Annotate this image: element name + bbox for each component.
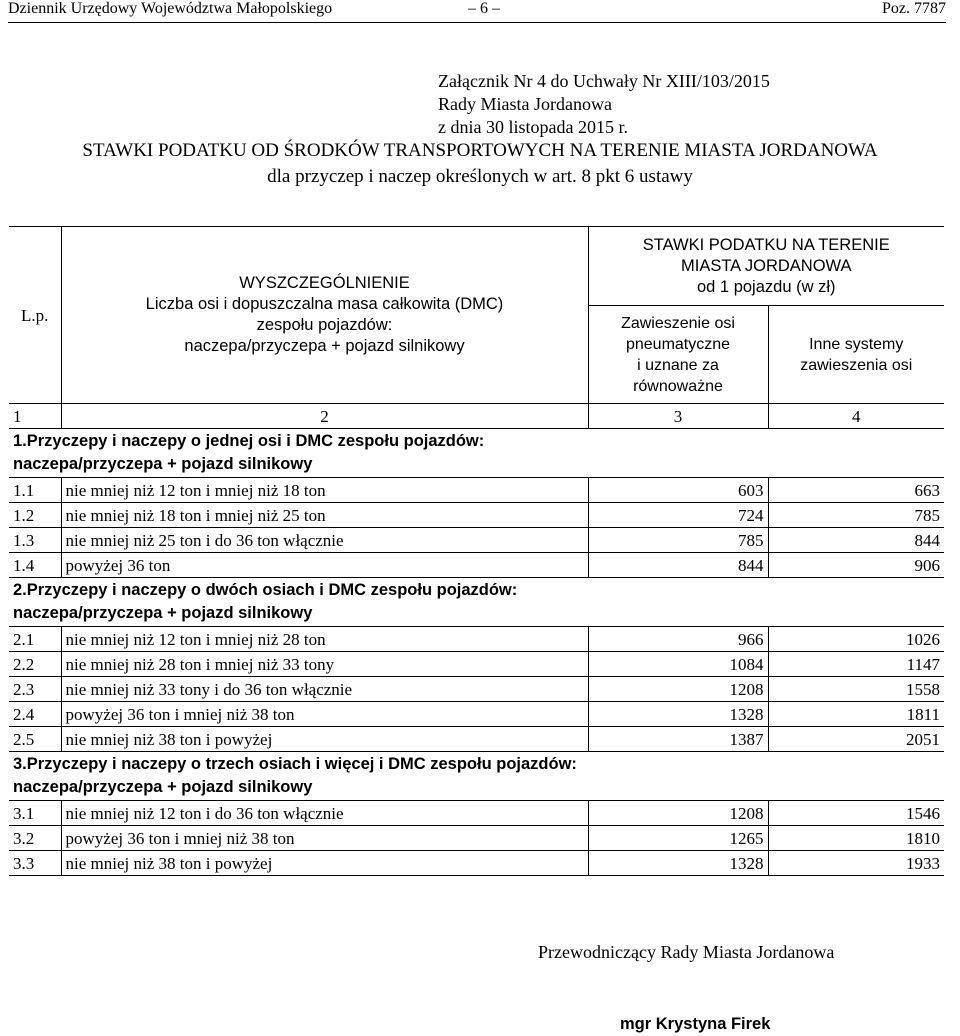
row-description: nie mniej niż 12 ton i mniej niż 28 ton — [61, 627, 588, 652]
signature-role: Przewodniczący Rady Miasta Jordanowa — [538, 942, 835, 962]
rate-pneumatic: 1208 — [588, 801, 768, 826]
column-number-4: 4 — [768, 404, 944, 429]
page-number: – 6 – — [468, 0, 500, 17]
header-pneumatic-line: Zawieszenie osi — [621, 314, 735, 332]
table-row — [9, 528, 944, 553]
annex-line-1: Załącznik Nr 4 do Uchwały Nr XIII/103/2015 — [438, 71, 770, 91]
header-description-line: naczepa/przyczepa + pojazd silnikowy — [184, 337, 465, 355]
row-number: 2.1 — [9, 627, 61, 652]
header-description — [61, 227, 588, 404]
header-description-line: WYSZCZEGÓLNIENIE — [239, 274, 410, 292]
column-number-2: 2 — [61, 404, 588, 429]
section-title-line: 1.Przyczepy i naczepy o jednej osi i DMC zespołu pojazdów: — [13, 432, 485, 450]
rate-other: 906 — [768, 553, 944, 578]
row-description: powyżej 36 ton i mniej niż 38 ton — [61, 826, 588, 851]
row-number: 1.4 — [9, 553, 61, 578]
section-title — [9, 752, 944, 801]
row-description: nie mniej niż 38 ton i powyżej — [61, 727, 588, 752]
header-pneumatic-suspension — [588, 306, 768, 404]
rate-other: 2051 — [768, 727, 944, 752]
column-number-3: 3 — [588, 404, 768, 429]
annex-line-3: z dnia 30 listopada 2015 r. — [438, 117, 628, 137]
header-pneumatic-line: pneumatyczne — [625, 335, 731, 353]
row-number: 1.3 — [9, 528, 61, 553]
header-rates — [588, 227, 944, 306]
rate-pneumatic: 603 — [588, 478, 768, 503]
position-number: Poz. 7787 — [882, 0, 946, 17]
header-description-line: zespołu pojazdów: — [256, 316, 393, 334]
table-row — [9, 677, 944, 702]
header-rates-line: od 1 pojazdu (w zł) — [697, 277, 836, 296]
header-rates-line: MIASTA JORDANOWA — [680, 256, 852, 275]
table-row — [9, 801, 944, 826]
row-description: nie mniej niż 18 ton i mniej niż 25 ton — [61, 503, 588, 528]
table-row — [9, 627, 944, 652]
section-title — [9, 429, 944, 478]
row-number: 3.1 — [9, 801, 61, 826]
section-title — [9, 578, 944, 627]
row-number: 3.3 — [9, 851, 61, 876]
section-title-line: naczepa/przyczepa + pojazd silnikowy — [13, 604, 313, 622]
header-other-line: Inne systemy — [809, 335, 904, 353]
rate-pneumatic: 1328 — [588, 851, 768, 876]
header-pneumatic-line: i uznane za — [637, 356, 719, 374]
rate-pneumatic: 1387 — [588, 727, 768, 752]
signature-name: mgr Krystyna Firek — [620, 1015, 771, 1033]
rate-other: 785 — [768, 503, 944, 528]
table-row — [9, 727, 944, 752]
row-number: 1.2 — [9, 503, 61, 528]
rate-pneumatic: 844 — [588, 553, 768, 578]
rate-pneumatic: 1208 — [588, 677, 768, 702]
row-number: 1.1 — [9, 478, 61, 503]
rate-pneumatic: 1265 — [588, 826, 768, 851]
table-row — [9, 826, 944, 851]
page-header — [8, 0, 946, 23]
section-row — [9, 752, 944, 801]
column-number-1: 1 — [9, 404, 61, 429]
rate-other: 1933 — [768, 851, 944, 876]
rate-other: 663 — [768, 478, 944, 503]
rate-other: 1026 — [768, 627, 944, 652]
row-description: nie mniej niż 25 ton i do 36 ton włącznie — [61, 528, 588, 553]
rate-pneumatic: 1084 — [588, 652, 768, 677]
rate-other: 1147 — [768, 652, 944, 677]
rate-pneumatic: 724 — [588, 503, 768, 528]
document-title: STAWKI PODATKU OD ŚRODKÓW TRANSPORTOWYCH NA TERENIE MIASTA JORDANOWA — [82, 140, 878, 161]
row-description: powyżej 36 ton i mniej niż 38 ton — [61, 702, 588, 727]
table-row — [9, 652, 944, 677]
section-title-line: 3.Przyczepy i naczepy o trzech osiach i więcej i DMC zespołu pojazdów: — [13, 755, 577, 773]
row-number: 3.2 — [9, 826, 61, 851]
header-other-line: zawieszenia osi — [800, 356, 913, 374]
header-lp: L.p. — [9, 227, 61, 404]
row-description: nie mniej niż 28 ton i mniej niż 33 tony — [61, 652, 588, 677]
annex-line-2: Rady Miasta Jordanowa — [438, 94, 612, 114]
rate-other: 1810 — [768, 826, 944, 851]
table-row — [9, 702, 944, 727]
journal-name: Dziennik Urzędowy Województwa Małopolskiego — [8, 0, 333, 17]
rate-pneumatic: 966 — [588, 627, 768, 652]
table-row — [9, 503, 944, 528]
row-number: 2.2 — [9, 652, 61, 677]
rate-pneumatic: 785 — [588, 528, 768, 553]
table-row — [9, 851, 944, 876]
tax-rates-table — [9, 226, 944, 876]
header-description-line: Liczba osi i dopuszczalna masa całkowita (DMC) — [145, 295, 504, 313]
header-pneumatic-line: równoważne — [633, 377, 723, 395]
row-number: 2.4 — [9, 702, 61, 727]
rate-other: 1558 — [768, 677, 944, 702]
header-rates-line: STAWKI PODATKU NA TERENIE — [642, 235, 890, 254]
row-description: nie mniej niż 38 ton i powyżej — [61, 851, 588, 876]
table-row — [9, 478, 944, 503]
rate-other: 1546 — [768, 801, 944, 826]
row-number: 2.3 — [9, 677, 61, 702]
section-row — [9, 578, 944, 627]
section-title-line: naczepa/przyczepa + pojazd silnikowy — [13, 778, 313, 796]
row-description: nie mniej niż 12 ton i mniej niż 18 ton — [61, 478, 588, 503]
section-title-line: naczepa/przyczepa + pojazd silnikowy — [13, 455, 313, 473]
row-description: nie mniej niż 33 tony i do 36 ton włącznie — [61, 677, 588, 702]
row-description: powyżej 36 ton — [61, 553, 588, 578]
header-other-suspension — [768, 306, 944, 404]
table-row — [9, 553, 944, 578]
rate-pneumatic: 1328 — [588, 702, 768, 727]
row-number: 2.5 — [9, 727, 61, 752]
document-subtitle: dla przyczep i naczep określonych w art. 8 pkt 6 ustawy — [267, 166, 693, 187]
section-row — [9, 429, 944, 478]
rate-other: 1811 — [768, 702, 944, 727]
row-description: nie mniej niż 12 ton i do 36 ton włącznie — [61, 801, 588, 826]
section-title-line: 2.Przyczepy i naczepy o dwóch osiach i DMC zespołu pojazdów: — [13, 581, 518, 599]
rate-other: 844 — [768, 528, 944, 553]
